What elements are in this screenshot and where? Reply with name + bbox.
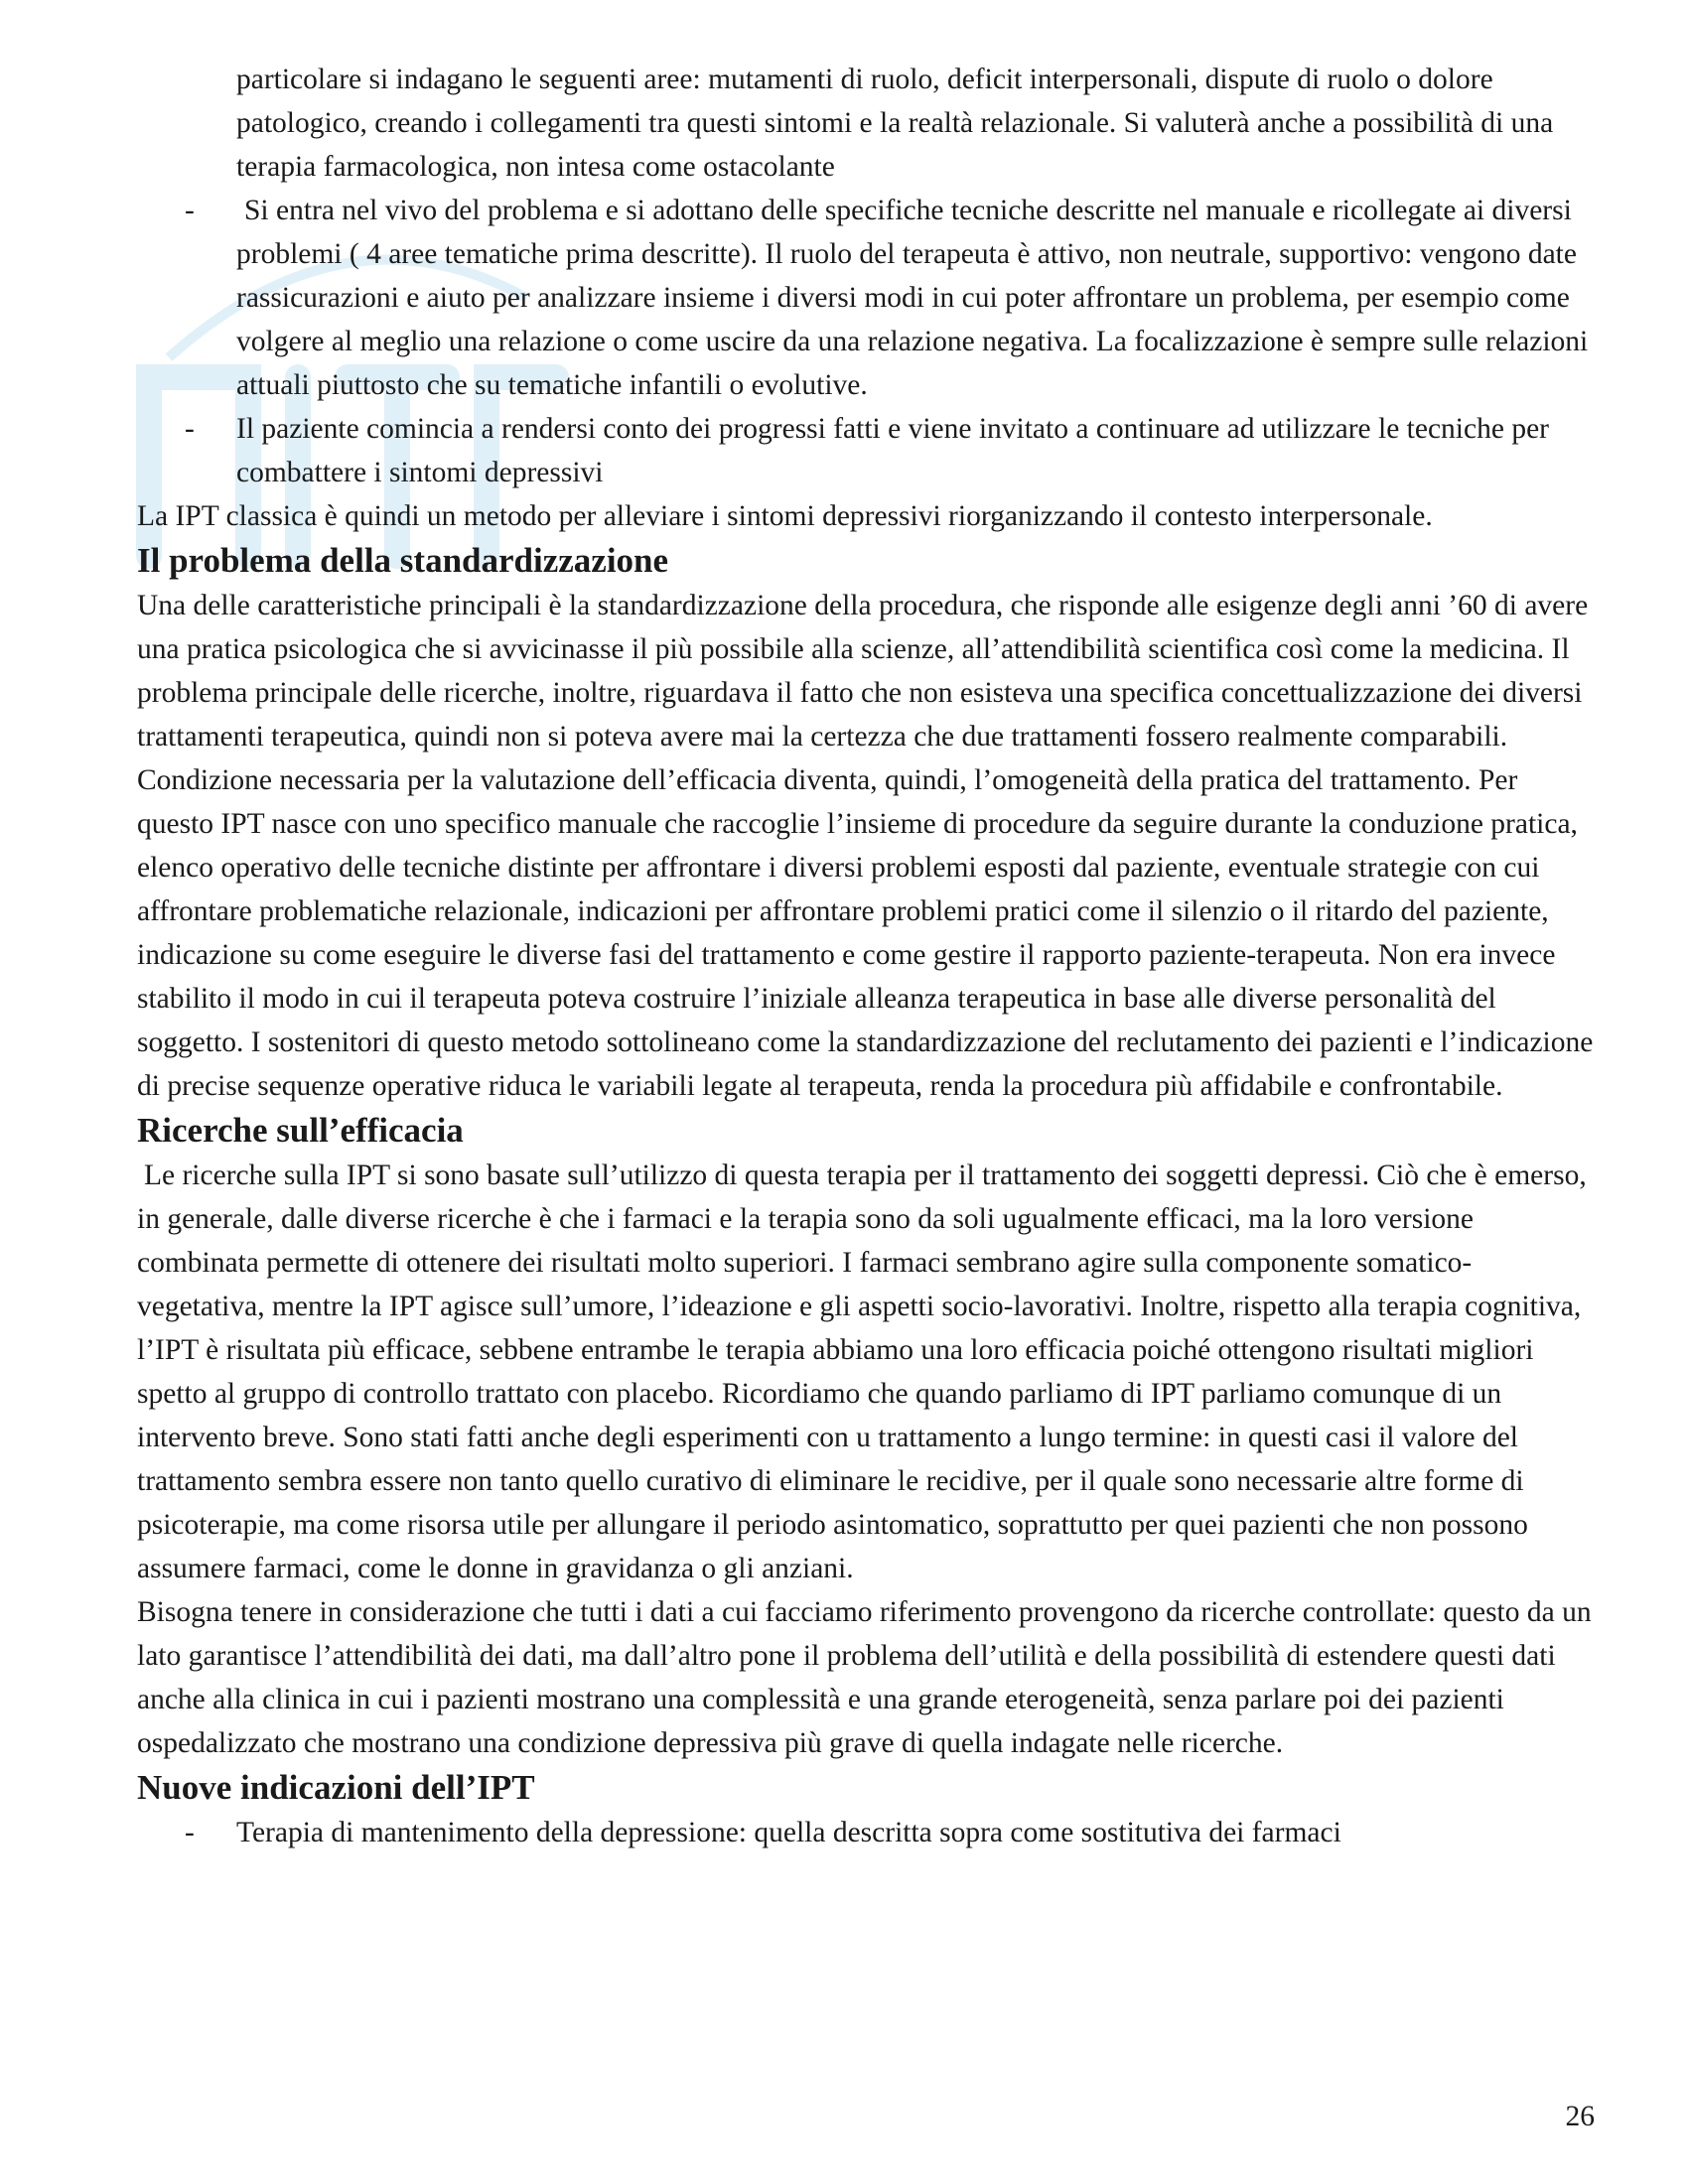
bullet-dash: -	[185, 195, 195, 226]
section-heading-efficacy: Ricerche sull’efficacia	[137, 1111, 464, 1150]
intro-continuation-text: particolare si indagano le seguenti aree: mutamenti di ruolo, deficit interpersonali, dispute di ruolo o dolore patologico, creando i collegamenti tra questi sintomi e la realtà relazionale. Si valuterà anche a possibilità di una terapia farmacologica, non intesa come ostacolante	[236, 64, 1554, 183]
list-item	[137, 189, 1597, 407]
list-item-text: Terapia di mantenimento della depressione: quella descritta sopra come sostitutiva dei farmaci	[236, 1817, 1341, 1848]
page-number: 26	[1565, 2101, 1595, 2132]
list-item	[137, 1811, 1597, 1854]
document-page	[137, 58, 1597, 1854]
section-heading-standardization: Il problema della standardizzazione	[137, 541, 669, 580]
bullet-dash: -	[185, 413, 195, 445]
bullet-dash: -	[185, 1817, 195, 1848]
list-item-text: Si entra nel vivo del problema e si adottano delle specifiche tecniche descritte nel manuale e ricollegate ai diversi problemi ( 4 aree tematiche prima descritte). Il ruolo del terapeuta è attivo, non neutrale, supportivo: vengono date rassicurazioni e aiuto per analizzare insieme i diversi modi in cui poter affrontare un problema, per esempio come volgere al meglio una relazione o come uscire da una relazione negativa. La focalizzazione è sempre sulle relazioni attuali piuttosto che su tematiche infantili o evolutive.	[236, 195, 1589, 401]
intro-continuation	[137, 58, 1597, 189]
intro-list	[137, 58, 1597, 494]
summary-paragraph: La IPT classica è quindi un metodo per alleviare i sintomi depressivi riorganizzando il contesto interpersonale.	[137, 500, 1433, 532]
efficacy-paragraph-2: Bisogna tenere in considerazione che tutti i dati a cui facciamo riferimento provengono da ricerche controllate: questo da un lato garantisce l’attendibilità dei dati, ma dall’altro pone il problema dell’utilità e della possibilità di estendere questi dati anche alla clinica in cui i pazienti mostrano una complessità e una grande eterogeneità, senza parlare poi dei pazienti ospedalizzato che mostrano una condizione depressiva più grave di quella indagate nelle ricerche.	[137, 1596, 1592, 1759]
efficacy-paragraph-1: Le ricerche sulla IPT si sono basate sull’utilizzo di questa terapia per il trattamento dei soggetti depressi. Ciò che è emerso, in generale, dalle diverse ricerche è che i farmaci e la terapia sono da soli ugualmente efficaci, ma la loro versione combinata permette di ottenere dei risultati molto superiori. I farmaci sembrano agire sulla componente somatico-vegetativa, mentre la IPT agisce sull’umore, l’ideazione e gli aspetti socio-lavorativi. Inoltre, rispetto alla terapia cognitiva, l’IPT è risultata più efficace, sebbene entrambe le terapia abbiamo una loro efficacia poiché ottengono risultati migliori spetto al gruppo di controllo trattato con placebo. Ricordiamo che quando parliamo di IPT parliamo comunque di un intervento breve. Sono stati fatti anche degli esperimenti con u trattamento a lungo termine: in questi casi il valore del trattamento sembra essere non tanto quello curativo di eliminare le recidive, per il quale sono necessarie altre forme di psicoterapie, ma come risorsa utile per allungare il periodo asintomatico, soprattutto per quei pazienti che non possono assumere farmaci, come le donne in gravidanza o gli anziani.	[137, 1160, 1587, 1584]
standardization-paragraph: Una delle caratteristiche principali è la standardizzazione della procedura, che risponde alle esigenze degli anni ’60 di avere una pratica psicologica che si avvicinasse il più possibile alla scienze, all’attendibilità scientifica così come la medicina. Il problema principale delle ricerche, inoltre, riguardava il fatto che non esisteva una specifica concettualizzazione dei diversi trattamenti terapeutica, quindi non si poteva avere mai la certezza che due trattamenti fossero realmente comparabili. Condizione necessaria per la valutazione dell’efficacia diventa, quindi, l’omogeneità della pratica del trattamento. Per questo IPT nasce con uno specifico manuale che raccoglie l’insieme di procedure da seguire durante la conduzione pratica, elenco operativo delle tecniche distinte per affrontare i diversi problemi esposti dal paziente, eventuale strategie con cui affrontare problematiche relazionale, indicazioni per affrontare problemi pratici come il silenzio o il ritardo del paziente, indicazione su come eseguire le diverse fasi del trattamento e come gestire il rapporto paziente-terapeuta. Non era invece stabilito il modo in cui il terapeuta poteva costruire l’iniziale alleanza terapeutica in base alle diverse personalità del soggetto. I sostenitori di questo metodo sottolineano come la standardizzazione del reclutamento dei pazienti e l’indicazione di precise sequenze operative riduca le variabili legate al terapeuta, renda la procedura più affidabile e confrontabile.	[137, 590, 1594, 1102]
list-item-text: Il paziente comincia a rendersi conto dei progressi fatti e viene invitato a continuare ad utilizzare le tecniche per combattere i sintomi depressivi	[236, 413, 1549, 488]
section-heading-new-indications: Nuove indicazioni dell’IPT	[137, 1768, 535, 1807]
new-indications-list	[137, 1811, 1597, 1854]
list-item	[137, 407, 1597, 494]
